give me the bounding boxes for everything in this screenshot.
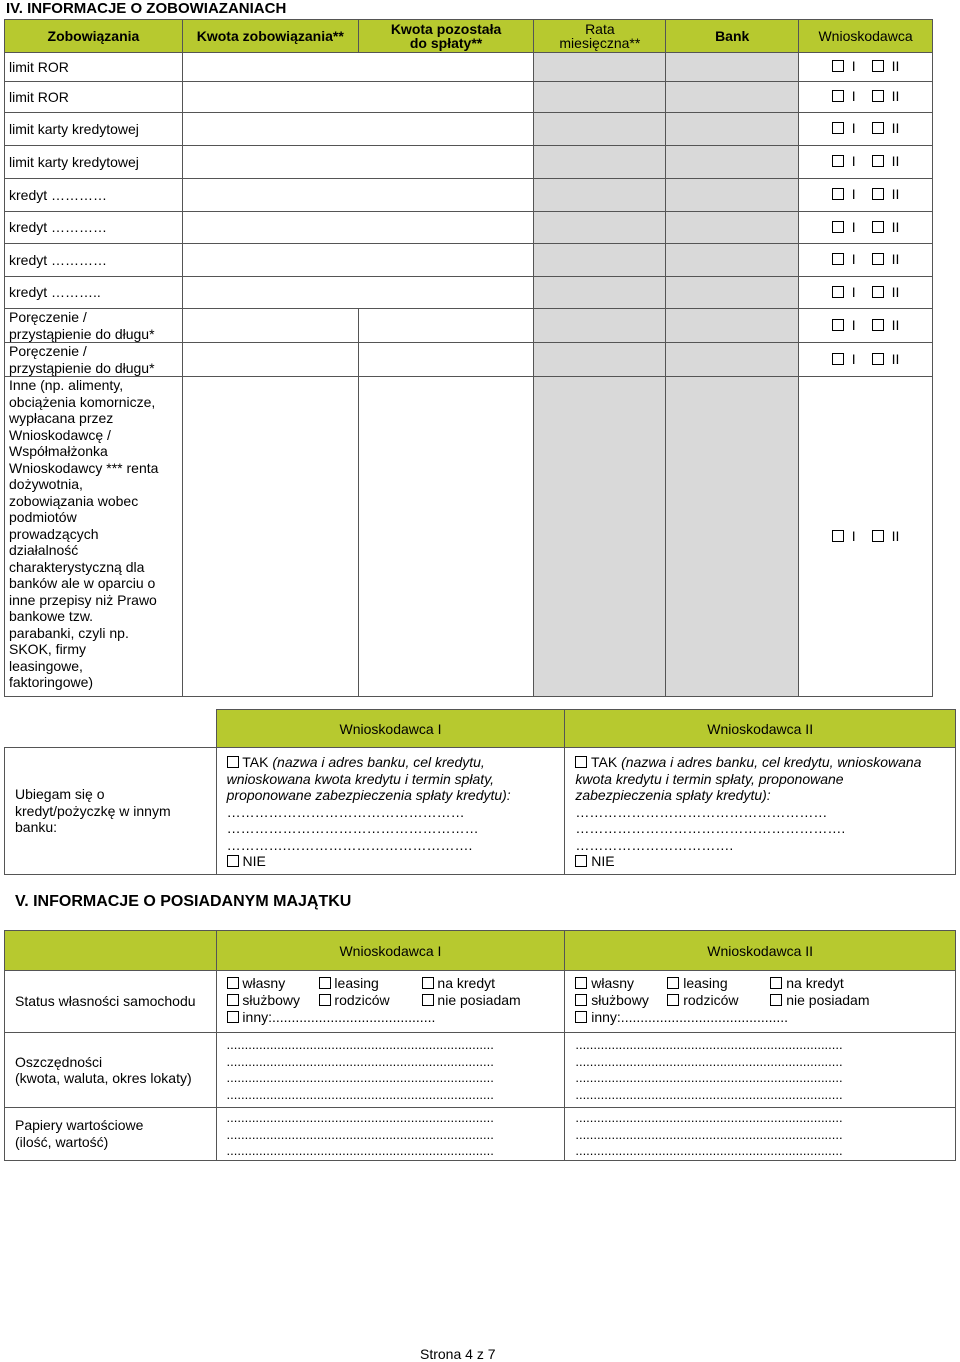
car-other-field-2[interactable]: inny:........................................... (591, 1009, 789, 1025)
car-other-field-1[interactable]: inny:.......................................... (242, 1009, 436, 1025)
car-own-checkbox-2[interactable] (575, 977, 587, 989)
applicant-option-label: I (851, 251, 856, 267)
remaining-input[interactable] (358, 309, 534, 343)
yes-label: TAK (242, 754, 269, 770)
applicant-1-checkbox[interactable] (832, 188, 844, 200)
no-checkbox-applicant-2[interactable] (575, 855, 587, 867)
obligation-label: limit ROR (5, 53, 183, 82)
no-checkbox-applicant-1[interactable] (227, 855, 239, 867)
amount-input[interactable] (182, 179, 534, 212)
bank-input[interactable] (666, 113, 799, 146)
bank-input[interactable] (666, 82, 799, 113)
applicant-option-label: II (891, 350, 900, 367)
amount-input[interactable] (182, 82, 534, 113)
applicant-2-checkbox[interactable] (872, 253, 884, 265)
amount-input[interactable] (182, 113, 534, 146)
applicant-option-label: I (851, 316, 856, 333)
amount-input[interactable] (182, 146, 534, 179)
applicant-option-label: II (891, 153, 900, 169)
car-own-checkbox-1[interactable] (227, 977, 239, 989)
securities-field-2[interactable]: .......................................................................... .......................................................................... .......................................................................... (565, 1108, 956, 1161)
car-option-label: na kredyt (786, 975, 844, 991)
applicant-option-label: I (851, 58, 856, 74)
obligation-label: limit ROR (5, 82, 183, 113)
obligation-row (5, 146, 933, 179)
remaining-input[interactable] (358, 377, 534, 697)
applicant-1-checkbox[interactable] (832, 122, 844, 134)
applicant-1-checkbox[interactable] (832, 90, 844, 102)
car-option-label: służbowy (242, 992, 301, 1008)
applicant-choice (799, 377, 933, 697)
applicant-2-checkbox[interactable] (872, 122, 884, 134)
car-option-label: leasing (683, 975, 728, 991)
applicant-choice (799, 277, 933, 309)
obligation-row (5, 277, 933, 309)
car-none-checkbox-2[interactable] (770, 994, 782, 1006)
car-parents-checkbox-1[interactable] (319, 994, 331, 1006)
savings-field-1[interactable]: .......................................................................... .......................................................................... .......................................................................... .......................................................................... (216, 1033, 565, 1108)
applicant-choice (799, 113, 933, 146)
assets-header-applicant-2: Wnioskodawca II (565, 931, 956, 971)
amount-input[interactable] (182, 53, 534, 82)
yes-checkbox-applicant-2[interactable] (575, 756, 587, 768)
savings-label: Oszczędności (kwota, waluta, okres lokaty) (5, 1033, 217, 1108)
obligation-label: kredyt ………… (5, 244, 183, 277)
amount-input[interactable] (182, 377, 358, 697)
applicant-2-checkbox[interactable] (872, 353, 884, 365)
loan-details-applicant-1[interactable]: …………………………………………… ……………………………………………… ………….…………………………………. (226, 803, 479, 853)
obligation-label: kredyt ………… (5, 212, 183, 244)
obligation-label: Poręczenie / przystąpienie do długu* (5, 309, 183, 343)
applicant-1-checkbox[interactable] (832, 353, 844, 365)
obligation-label: Poręczenie / przystąpienie do długu* (5, 343, 183, 377)
monthly-rate-input[interactable] (534, 53, 666, 82)
bank-input[interactable] (666, 53, 799, 82)
obligation-label: kredyt ……….. (5, 277, 183, 309)
obligation-label: kredyt ………… (5, 179, 183, 212)
assets-header-applicant-1: Wnioskodawca I (216, 931, 565, 971)
remaining-input[interactable] (358, 343, 534, 377)
applicant-option-label: I (851, 218, 856, 235)
car-option-label: na kredyt (437, 975, 496, 991)
applicant-option-label: II (891, 218, 900, 235)
bank-input[interactable] (666, 179, 799, 212)
amount-input[interactable] (182, 277, 534, 309)
applicant-option-label: I (851, 153, 856, 169)
applicant-option-label: II (891, 120, 900, 136)
obligation-row (5, 244, 933, 277)
car-option-label: własny (591, 975, 635, 991)
applicant-1-checkbox[interactable] (832, 155, 844, 167)
applicant-2-checkbox[interactable] (872, 188, 884, 200)
car-company-checkbox-1[interactable] (227, 994, 239, 1006)
car-status-label: Status własności samochodu (5, 971, 217, 1033)
car-leasing-checkbox-2[interactable] (667, 977, 679, 989)
bank-input[interactable] (666, 309, 799, 343)
other-bank-loans-table (4, 709, 956, 875)
monthly-rate-input[interactable] (534, 277, 666, 309)
section-5-title: V. INFORMACJE O POSIADANYM MAJĄTKU (15, 893, 352, 910)
car-option-label: rodziców (683, 992, 739, 1008)
applicant-choice (799, 53, 933, 82)
amount-input[interactable] (182, 309, 358, 343)
applicant-1-checkbox[interactable] (832, 286, 844, 298)
yes-hint-applicant-2: (nazwa i adres banku, cel kredytu, wnioskowana kwota kredytu i termin spłaty, proponowane zabezpieczenia spłaty kredytu): (575, 754, 922, 803)
monthly-rate-input[interactable] (534, 113, 666, 146)
obligation-label: Inne (np. alimenty, obciążenia komornicze, wypłacana przez Wnioskodawcę / Współmałżonka Wnioskodawcy *** renta dożywotnia, zobowiązania wobec podmiotów prowadzących działalność charakterystyczną dla banków ale w oparciu o inne przepisy niż Prawo bankowe tzw. parabanki, czyli np. SKOK, firmy leasingowe, faktoringowe) (5, 377, 183, 697)
applicant-1-checkbox[interactable] (832, 530, 844, 542)
applicant-2-checkbox[interactable] (872, 286, 884, 298)
monthly-rate-input[interactable] (534, 244, 666, 277)
obligation-row (5, 82, 933, 113)
car-other-checkbox-2[interactable] (575, 1011, 587, 1023)
applicant-2-checkbox[interactable] (872, 319, 884, 331)
applicant-1-checkbox[interactable] (832, 60, 844, 72)
applicant-option-label: II (891, 283, 900, 300)
bank-input[interactable] (666, 146, 799, 179)
bank-input[interactable] (666, 277, 799, 309)
bank-input[interactable] (666, 212, 799, 244)
monthly-rate-input[interactable] (534, 377, 666, 697)
applicant-choice (799, 82, 933, 113)
car-none-checkbox-1[interactable] (422, 994, 434, 1006)
obligation-label: limit karty kredytowej (5, 113, 183, 146)
applicant-option-label: II (891, 88, 900, 104)
col-header-obligations: Zobowiązania (5, 20, 183, 53)
col-header-remaining: Kwota pozostała do spłaty** (358, 20, 534, 53)
loans-header-applicant-2: Wnioskodawca II (565, 710, 956, 748)
obligation-row (5, 377, 933, 697)
obligation-row (5, 53, 933, 82)
applicant-2-checkbox[interactable] (872, 155, 884, 167)
monthly-rate-input[interactable] (534, 82, 666, 113)
applicant-choice (799, 179, 933, 212)
applicant-option-label: I (851, 527, 856, 544)
monthly-rate-input[interactable] (534, 212, 666, 244)
applicant-choice (799, 309, 933, 343)
applicant-choice (799, 343, 933, 377)
car-parents-checkbox-2[interactable] (667, 994, 679, 1006)
car-credit-checkbox-2[interactable] (770, 977, 782, 989)
amount-input[interactable] (182, 212, 534, 244)
securities-field-1[interactable]: .......................................................................... .......................................................................... .......................................................................... (216, 1108, 565, 1161)
assets-table (4, 930, 956, 1161)
car-option-label: nie posiadam (786, 992, 870, 1008)
applicant-option-label: I (851, 120, 856, 136)
amount-input[interactable] (182, 244, 534, 277)
bank-input[interactable] (666, 343, 799, 377)
obligation-row (5, 212, 933, 244)
applicant-option-label: I (851, 186, 856, 202)
monthly-rate-input[interactable] (534, 309, 666, 343)
applicant-option-label: I (851, 350, 856, 367)
yes-checkbox-applicant-1[interactable] (227, 756, 239, 768)
applicant-1-checkbox[interactable] (832, 253, 844, 265)
monthly-rate-input[interactable] (534, 179, 666, 212)
obligation-row (5, 343, 933, 377)
car-option-label: własny (242, 975, 286, 991)
car-credit-checkbox-1[interactable] (422, 977, 434, 989)
securities-label: Papiery wartościowe (ilość, wartość) (5, 1108, 217, 1161)
applicant-choice (799, 244, 933, 277)
car-other-checkbox-1[interactable] (227, 1011, 239, 1023)
yes-hint-applicant-1: (nazwa i adres banku, cel kredytu, wnioskowana kwota kredytu i termin spłaty, proponowane zabezpieczenia spłaty kredytu): (226, 754, 511, 803)
monthly-rate-input[interactable] (534, 146, 666, 179)
car-option-label: służbowy (591, 992, 649, 1008)
col-header-monthly-rate: Rata miesięczna** (534, 20, 666, 53)
car-company-checkbox-2[interactable] (575, 994, 587, 1006)
no-label: NIE (242, 853, 266, 869)
loans-header-applicant-1: Wnioskodawca I (216, 710, 565, 748)
yes-label: TAK (591, 754, 618, 770)
bank-input[interactable] (666, 244, 799, 277)
obligation-row (5, 179, 933, 212)
obligation-row (5, 309, 933, 343)
col-header-bank: Bank (666, 20, 799, 53)
applicant-2-checkbox[interactable] (872, 530, 884, 542)
applicant-option-label: II (891, 527, 900, 544)
car-option-label: rodziców (334, 992, 390, 1008)
applicant-option-label: II (891, 58, 900, 74)
savings-field-2[interactable]: .......................................................................... .......................................................................... .......................................................................... .......................................................................... (565, 1033, 956, 1108)
applicant-option-label: II (891, 251, 900, 267)
applicant-2-checkbox[interactable] (872, 60, 884, 72)
applicant-choice (799, 212, 933, 244)
applicant-option-label: II (891, 316, 900, 333)
amount-input[interactable] (182, 343, 358, 377)
bank-input[interactable] (666, 377, 799, 697)
applicant-1-checkbox[interactable] (832, 221, 844, 233)
page-number: Strona 4 z 7 (420, 1346, 496, 1362)
obligation-row (5, 113, 933, 146)
applicant-choice (799, 146, 933, 179)
no-label: NIE (591, 853, 615, 869)
col-header-applicant: Wnioskodawca (799, 20, 933, 53)
applicant-2-checkbox[interactable] (872, 221, 884, 233)
applicant-option-label: II (891, 186, 900, 202)
col-header-amount: Kwota zobowiązania** (182, 20, 358, 53)
monthly-rate-input[interactable] (534, 343, 666, 377)
applicant-option-label: I (851, 283, 856, 300)
car-leasing-checkbox-1[interactable] (319, 977, 331, 989)
section-4-title: IV. INFORMACJE O ZOBOWIAZANIACH (6, 0, 287, 17)
obligations-table (4, 19, 933, 697)
car-option-label: leasing (334, 975, 379, 991)
applicant-option-label: I (851, 88, 856, 104)
car-option-label: nie posiadam (437, 992, 521, 1008)
applicant-1-checkbox[interactable] (832, 319, 844, 331)
obligation-label: limit karty kredytowej (5, 146, 183, 179)
loan-details-applicant-2[interactable]: ……………………………………………… …………………………………………………. ……………………………. (575, 803, 846, 853)
applicant-2-checkbox[interactable] (872, 90, 884, 102)
loans-row-label: Ubiegam się o kredyt/pożyczkę w innym banku: (5, 748, 217, 875)
